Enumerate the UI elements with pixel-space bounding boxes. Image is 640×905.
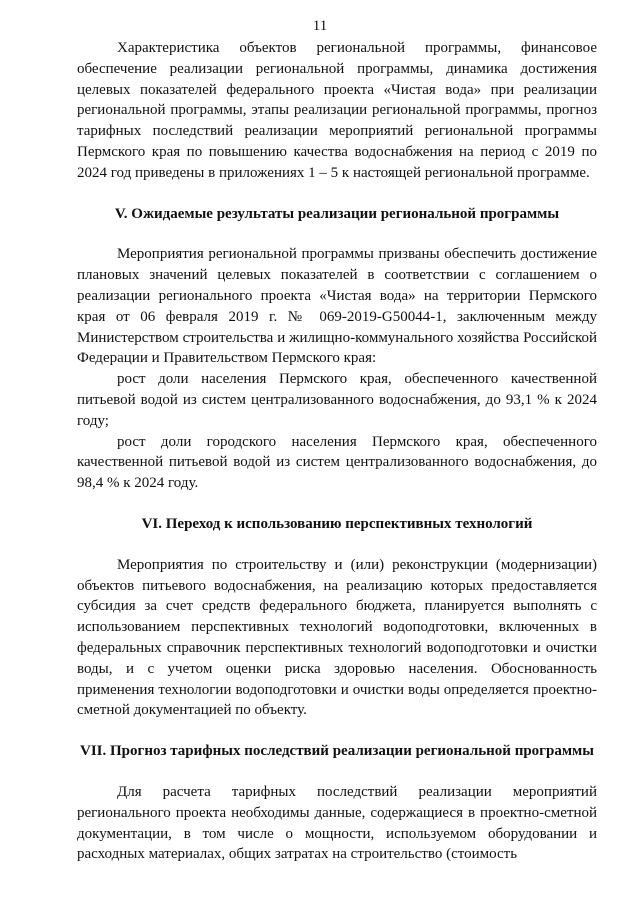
section-7-paragraph: Для расчета тарифных последствий реализации мероприятий регионального проекта необходимы данные, содержащиеся в проектно-сметной документации, в том числе о мощности, используемом оборудовании и расходных материалах, общих затратах на строительство (стоимость (77, 783, 597, 863)
section-5-paragraph: рост доли городского населения Пермского края, обеспеченного качественной питьевой водой из систем централизованного водоснабжения, до 98,4 % к 2024 году. (77, 433, 597, 492)
section-5-paragraph: Мероприятия региональной программы призваны обеспечить достижение плановых значений целевых показателей в соответствии с соглашением о реализации регионального проекта «Чистая вода» на территории Пермского края от 06 февраля 2019 г. № 069-2019-G50044-1, заключенным между Министерством строительства и жилищно-коммунального хозяйства Российской Федерации и Правительством Пермского края: (77, 246, 597, 367)
section-6-paragraph: Мероприятия по строительству и (или) реконструкции (модернизации) объектов питьевого водоснабжения, на реализацию которых предоставляется субсидия за счет средств федерального бюджета, планируется выполнять с использованием перспективных технологий водоподготовки, включенных в федеральных справочник перспективных технологий водоподготовки и очистки воды, и с учетом оценки риска здоровью населения. Обоснованность применения технологии водоподготовки и очистки воды определяется проектно-сметной документацией по объекту. (77, 556, 597, 719)
section-7-heading: VII. Прогноз тарифных последствий реализации региональной программы (80, 743, 594, 760)
section-6-heading: VI. Переход к использованию перспективных технологий (141, 515, 533, 532)
intro-paragraph: Характеристика объектов региональной программы, финансовое обеспечение реализации региональной программы, динамика достижения целевых показателей федерального проекта «Чистая вода» при реализации региональной программы, этапы реализации региональной программы, прогноз тарифных последствий реализации мероприятий региональной программы Пермского края по повышению качества водоснабжения на период с 2019 по 2024 год приведены в приложениях 1 – 5 к настоящей региональной программе. (77, 40, 597, 181)
section-5-heading: V. Ожидаемые результаты реализации региональной программы (114, 205, 560, 222)
section-5-paragraph: рост доли населения Пермского края, обеспеченного качественной питьевой водой из систем централизованного водоснабжения, до 93,1 % к 2024 году; (77, 371, 597, 429)
page-number: 11 (312, 18, 328, 34)
document-body (77, 38, 597, 865)
